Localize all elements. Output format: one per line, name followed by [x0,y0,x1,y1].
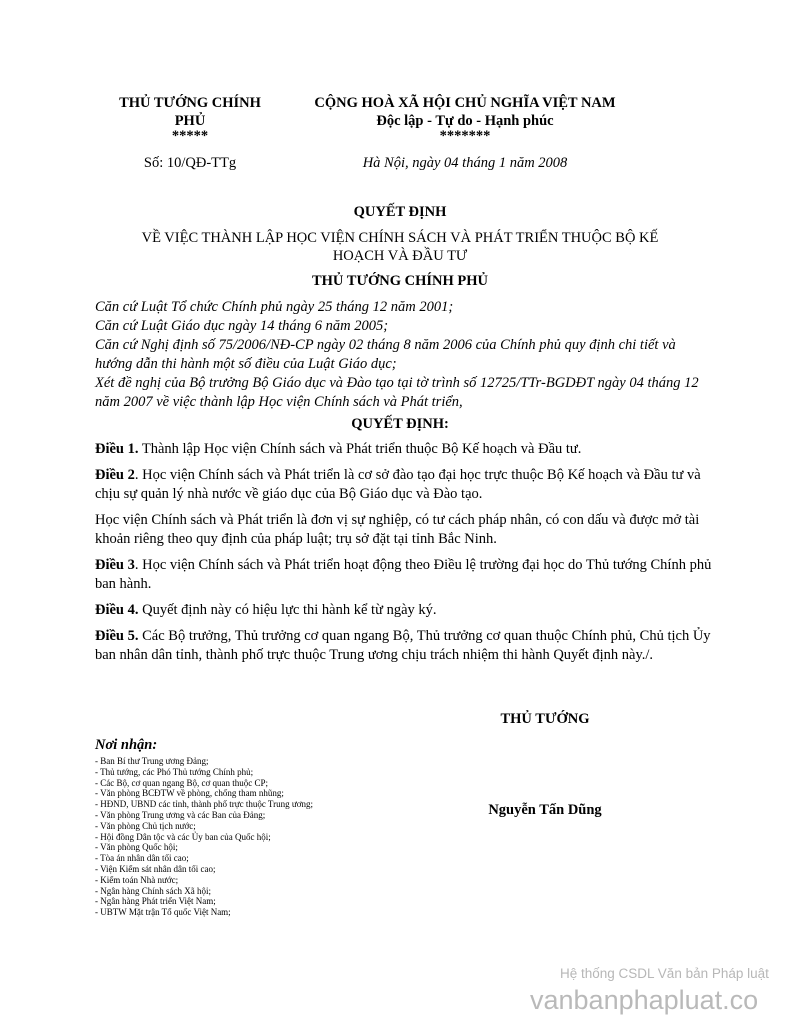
document-type-title: QUYẾT ĐỊNH [353,204,447,220]
document-subject-line1: VỀ VIỆC THÀNH LẬP HỌC VIỆN CHÍNH SÁCH VÀ PHÁT TRIỂN THUỘC BỘ KẾ [141,230,659,246]
issuer-stars: ***** [171,128,209,144]
article-2 [95,466,715,504]
issuer-block [100,94,280,142]
recipients-heading: Nơi nhận: [95,737,158,753]
basis-item: Căn cứ Nghị định số 75/2006/NĐ-CP ngày 02 tháng 8 năm 2006 của Chính phủ quy định chi tiết và hướng dẫn thi hành một số điều của Luật Giáo dục; [95,337,676,372]
recipient-item: - Ngân hàng Phát triển Việt Nam; [95,896,216,907]
article-1 [95,440,715,459]
recipient-item: - Hội đồng Dân tộc và các Ủy ban của Quốc hội; [95,831,271,842]
recipient-item: - Văn phòng Chủ tịch nước; [95,820,196,831]
document-subject [100,229,700,265]
articles-section [95,440,715,672]
national-motto: Độc lập - Tự do - Hạnh phúc [376,113,554,129]
recipient-item: - UBTW Mặt trận Tổ quốc Việt Nam; [95,907,231,918]
basis-item: Căn cứ Luật Giáo dục ngày 14 tháng 6 năm 2005; [95,318,389,334]
issuer-name-line1: THỦ TƯỚNG CHÍNH [119,95,261,111]
recipient-item: - Ban Bí thư Trung ương Đảng; [95,756,209,766]
article-text: Các Bộ trưởng, Thủ trưởng cơ quan ngang Bộ, Thủ trưởng cơ quan thuộc Chính phủ, Chủ tịch Ủy ban nhân dân tỉnh, thành phố trực thuộc Trung ương chịu trách nhiệm thi hành Quyết định này./. [95,628,711,663]
document-number: Số: 10/QĐ-TTg [143,155,237,171]
recipient-item: - Văn phòng Trung ương và các Ban của Đảng; [95,809,266,820]
recipient-item: - Văn phòng Quốc hội; [95,842,178,853]
recipient-item: - Viện Kiểm sát nhân dân tối cao; [95,863,216,874]
signer-name: Nguyễn Tấn Dũng [488,802,602,818]
recipient-item: - Kiểm toán Nhà nước; [95,874,179,885]
recipients-list [95,756,395,918]
article-label: Điều 1. [95,441,139,457]
article-label: Điều 3 [95,557,135,573]
motto-stars: ******* [439,128,491,144]
article-3 [95,556,715,594]
article-text: Học viện Chính sách và Phát triển là đơn vị sự nghiệp, có tư cách pháp nhân, có con dấu và được mở tài khoản riêng theo quy định của pháp luật; trụ sở đặt tại tỉnh Bắc Ninh. [95,512,700,547]
article-text: . Học viện Chính sách và Phát triển là cơ sở đào tạo đại học trực thuộc Bộ Kế hoạch và Đầu tư và chịu sự quản lý nhà nước về giáo dục của Bộ Giáo dục và Đào tạo. [95,467,701,502]
basis-item: Xét đề nghị của Bộ trưởng Bộ Giáo dục và Đào tạo tại tờ trình số 12725/TTr-BGDĐT ngày 04 tháng 12 năm 2007 về việc thành lập Học viện Chính sách và Phát triển, [95,375,699,410]
watermark-domain: vanbanphapluat.co [530,985,759,1015]
article-text: Thành lập Học viện Chính sách và Phát triển thuộc Bộ Kế hoạch và Đầu tư. [138,441,582,457]
legal-basis [95,298,715,412]
recipient-item: - Văn phòng BCĐTW về phòng, chống tham nhũng; [95,788,284,799]
recipient-item: - Thủ tướng, các Phó Thủ tướng Chính phủ; [95,766,254,777]
basis-item: Căn cứ Luật Tổ chức Chính phủ ngày 25 tháng 12 năm 2001; [95,299,454,315]
place-and-date: Hà Nội, ngày 04 tháng 1 năm 2008 [362,155,568,171]
document-subject-line2: HOẠCH VÀ ĐẦU TƯ [332,248,468,264]
article-text: . Học viện Chính sách và Phát triển hoạt động theo Điều lệ trường đại học do Thủ tướng Chính phủ ban hành. [95,557,712,592]
article-text: Quyết định này có hiệu lực thi hành kể từ ngày ký. [138,602,437,618]
nation-block [285,94,645,142]
article-2-paragraph [95,511,715,549]
issuing-authority: THỦ TƯỚNG CHÍNH PHỦ [311,273,489,289]
watermark-caption: Hệ thống CSDL Văn bản Pháp luật [560,966,769,981]
recipient-item: - HĐND, UBND các tỉnh, thành phố trực thuộc Trung ương; [95,799,313,810]
recipient-item: - Các Bộ, cơ quan ngang Bộ, cơ quan thuộc CP; [95,777,268,788]
nation-name: CỘNG HOÀ XÃ HỘI CHỦ NGHĨA VIỆT NAM [314,95,616,111]
decision-heading: QUYẾT ĐỊNH: [351,416,449,432]
recipient-item: - Tòa án nhân dân tối cao; [95,853,189,864]
recipient-item: - Ngân hàng Chính sách Xã hội; [95,885,211,896]
issuer-name-line2: PHỦ [174,113,206,129]
article-label: Điều 4. [95,602,139,618]
article-5 [95,627,715,665]
article-label: Điều 5. [95,628,139,644]
signer-title: THỦ TƯỚNG [500,711,590,727]
article-4 [95,601,715,620]
article-label: Điều 2 [95,467,135,483]
